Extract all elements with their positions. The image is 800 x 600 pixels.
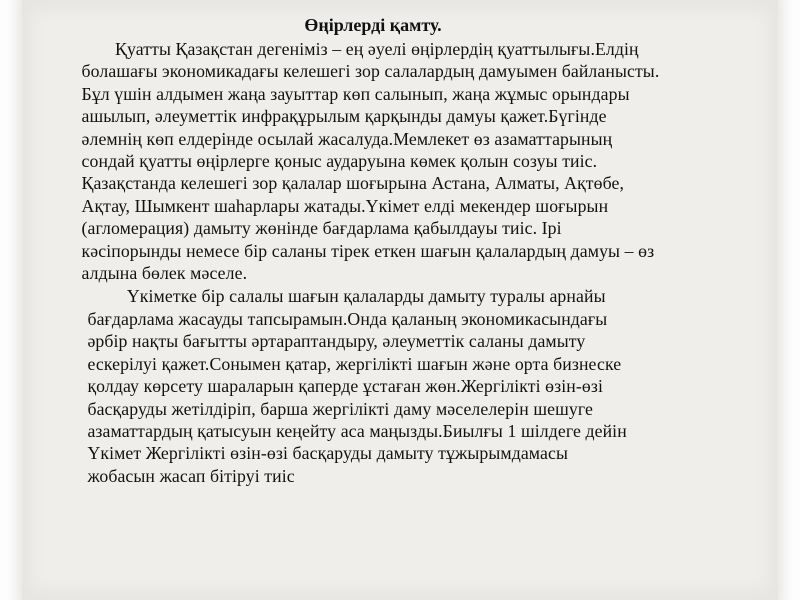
- paragraph-2: [48, 285, 758, 487]
- paragraph-1-line: Қазақстанда келешегі зор қалалар шоғырына Астана, Алматы, Ақтөбе,: [81, 173, 625, 194]
- paragraph-1-line: болашағы экономикадағы келешегі зор салалардың дамуымен байланысты.: [81, 61, 660, 82]
- paragraph-2-line: қолдау көрсету шараларын қаперде ұстаған жөн.Жергілікті өзін-өзі: [87, 376, 603, 397]
- paragraph-1-line: алдына бөлек мәселе.: [81, 263, 248, 284]
- paragraph-2-line: бағдарлама жасауды тапсырамын.Онда қаланың экономикасындағы: [87, 308, 608, 329]
- paragraph-2-line: азаматтардың қатысуын кеңейту аса маңызды.Биылғы 1 шілдеге дейін: [87, 420, 627, 441]
- slide-title: Өңірлерді қамту.: [304, 15, 442, 35]
- paragraph-1-line: кәсіпорынды немесе бір саланы тірек еткен шағын қалалардың дамуы – өз: [81, 240, 655, 261]
- paragraph-1-line: ашылып, әлеуметтік инфрақұрылым қарқынды дамуы қажет.Бүгінде: [81, 106, 607, 127]
- paragraph-2-line: басқаруды жетілдіріп, барша жергілікті даму мәселелерін шешуге: [87, 398, 594, 419]
- paragraph-2-line: әрбір нақты бағытты әртараптандыру, әлеуметтік саланы дамыту: [87, 331, 586, 352]
- paragraph-1: [48, 38, 758, 284]
- paragraph-1-line: (агломерация) дамыту жөнінде бағдарлама қабылдауы тиіс. Ірі: [81, 218, 562, 239]
- paragraph-2-line: жобасын жасап бітіруі тиіс: [87, 465, 295, 486]
- paragraph-1-line: Қуатты Қазақстан дегеніміз – ең әуелі өңірлердің қуаттылығы.Елдің: [115, 39, 639, 59]
- slide-text-block: [48, 14, 758, 487]
- paragraph-1-line: Бұл үшін алдымен жаңа зауыттар көп салынып, жаңа жұмыс орындары: [81, 83, 630, 104]
- paragraph-2-line: Үкімет Жергілікті өзін-өзі басқаруды дамыту тұжырымдамасы: [87, 443, 568, 464]
- paragraph-1-line: әлемнің көп елдерінде осылай жасалуда.Мемлекет өз азаматтарының: [81, 128, 613, 149]
- paragraph-2-line: ескерілуі қажет.Сонымен қатар, жергілікті шағын және орта бизнеске: [87, 353, 622, 374]
- paragraph-2-line: Үкіметке бір салалы шағын қалаларды дамыту туралы арнайы: [126, 286, 606, 307]
- paragraph-1-line: Ақтау, Шымкент шаһарлары жатады.Үкімет елді мекендер шоғырын: [81, 195, 609, 216]
- paragraph-1-line: сондай қуатты өңірлерге қоныс аударуына көмек қолын созуы тиіс.: [81, 151, 598, 172]
